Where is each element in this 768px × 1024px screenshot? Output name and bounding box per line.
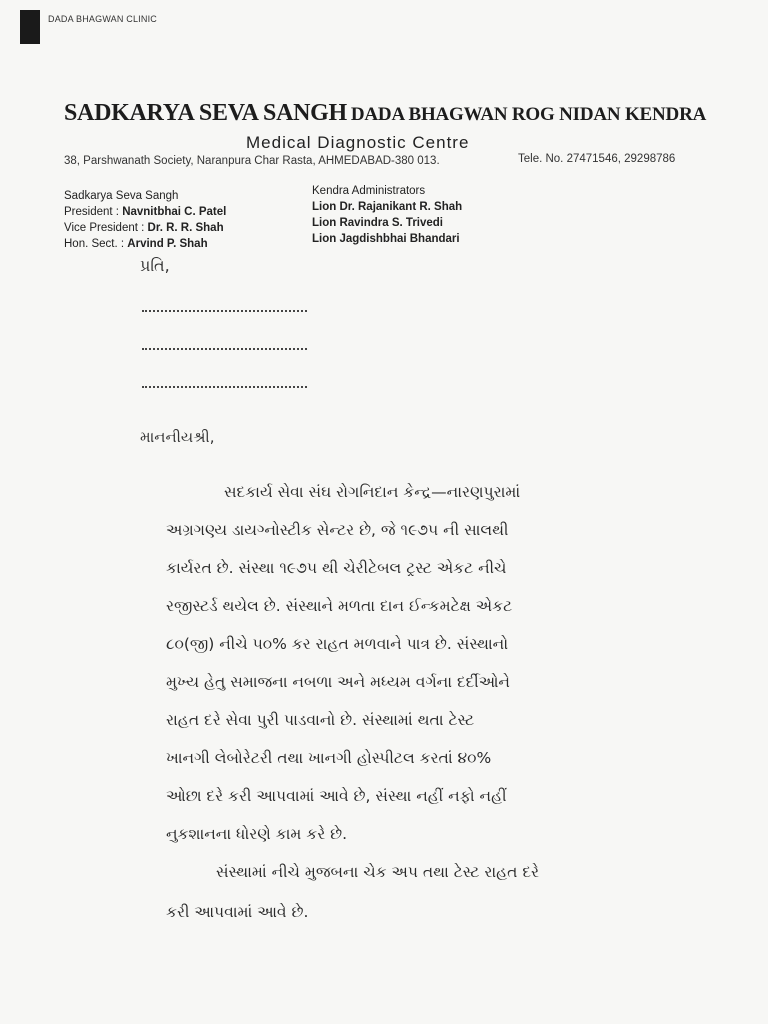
address-blank-line xyxy=(142,386,307,388)
letterhead-title xyxy=(64,100,724,127)
clinic-tag: DADA BHAGWAN CLINIC xyxy=(48,14,157,24)
president-label: President : xyxy=(64,206,119,218)
title-main: SADKARYA SEVA SANGH xyxy=(64,100,347,126)
body-line: રાહત દરે સેવા પુરી પાડવાનો છે. સંસ્થામાં થતા ટેસ્ટ xyxy=(166,711,475,729)
body-line: નુકશાનના ધોરણે કામ કરે છે. xyxy=(166,825,348,843)
body-line: કાર્યરત છે. સંસ્થા ૧૯૭૫ થી ચેરીટેબલ ટ્રસ્ટ એકટ નીચે xyxy=(166,559,507,577)
address-blank-line xyxy=(142,310,307,312)
president-row xyxy=(64,204,226,220)
body-line: ખાનગી લેબોરેટરી તથા ખાનગી હોસ્પીટલ કરતાં ૪૦% xyxy=(166,749,492,767)
officials-left xyxy=(64,188,226,252)
officials-left-heading: Sadkarya Seva Sangh xyxy=(64,190,179,202)
address-blank-line xyxy=(142,348,307,350)
officials-right xyxy=(312,183,462,247)
secretary-name: Arvind P. Shah xyxy=(127,238,208,250)
respected-salutation: માનનીયશ્રી, xyxy=(140,428,215,446)
secretary-label: Hon. Sect. : xyxy=(64,238,125,250)
letterhead-subtitle: Medical Diagnostic Centre xyxy=(246,133,470,152)
body-line: કરી આપવામાં આવે છે. xyxy=(166,903,309,921)
vice-president-label: Vice President : xyxy=(64,222,145,234)
secretary-row xyxy=(64,236,226,252)
recipient-salutation: પ્રતિ, xyxy=(140,256,170,275)
corner-mark xyxy=(20,10,40,44)
vice-president-row xyxy=(64,220,226,236)
president-name: Navnitbhai C. Patel xyxy=(122,206,227,218)
administrator-name: Lion Dr. Rajanikant R. Shah xyxy=(312,201,463,213)
vice-president-name: Dr. R. R. Shah xyxy=(147,222,224,234)
body-line: સદકાર્ય સેવા સંઘ રોગનિદાન કેન્દ્ર—નારણપુરામાં xyxy=(224,483,521,501)
body-line: ૮૦(જી) નીચે ૫૦% કર રાહત મળવાને પાત્ર છે. સંસ્થાનો xyxy=(166,635,509,653)
body-line: અગ્રગણ્ય ડાયગ્નોસ્ટીક સેન્ટર છે, જે ૧૯૭૫ ની સાલથી xyxy=(166,521,509,539)
address-line xyxy=(64,155,714,167)
body-line: ઓછા દરે કરી આપવામાં આવે છે, સંસ્થા નહીં નફો નહીં xyxy=(166,787,507,805)
address: 38, Parshwanath Society, Naranpura Char Rasta, AHMEDABAD-380 013. xyxy=(64,155,440,167)
administrator-name: Lion Jagdishbhai Bhandari xyxy=(312,233,460,245)
body-line: રજીસ્ટર્ડ થયેલ છે. સંસ્થાને મળતા દાન ઈન્કમટેક્ષ એકટ xyxy=(166,597,513,615)
body-line: સંસ્થામાં નીચે મુજબના ચેક અપ તથા ટેસ્ટ રાહત દરે xyxy=(216,863,540,881)
body-line: મુખ્ય હેતુ સમાજના નબળા અને મધ્યમ વર્ગના દર્દીઓને xyxy=(166,673,510,691)
telephone: Tele. No. 27471546, 29298786 xyxy=(518,153,676,165)
title-secondary: DADA BHAGWAN ROG NIDAN KENDRA xyxy=(350,104,707,125)
officials-right-heading: Kendra Administrators xyxy=(312,185,426,197)
administrator-name: Lion Ravindra S. Trivedi xyxy=(312,217,444,229)
